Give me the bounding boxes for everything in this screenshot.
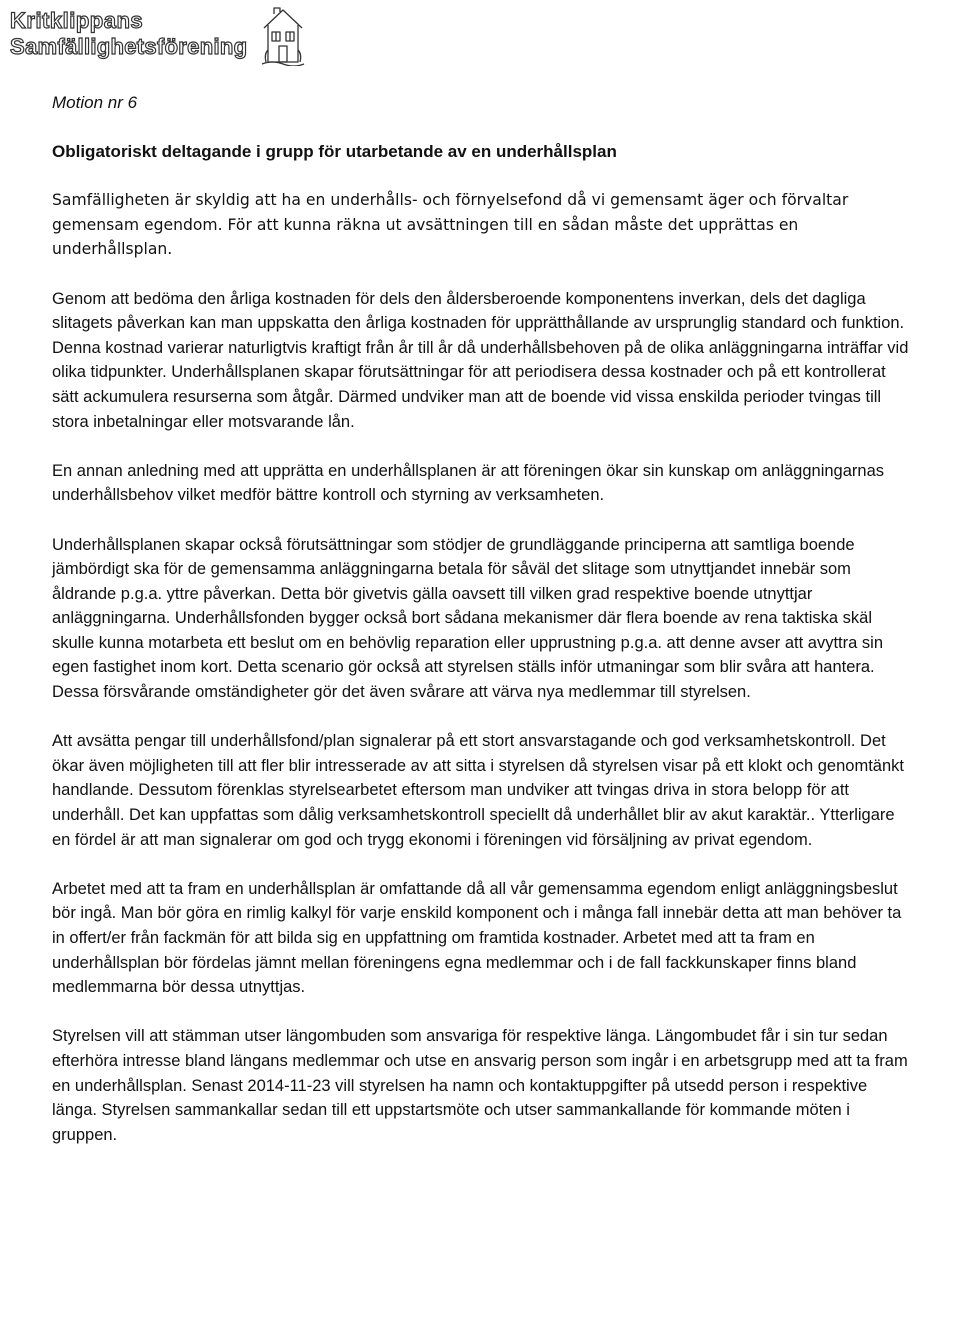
body-paragraph: Att avsätta pengar till underhållsfond/plan signalerar på ett stort ansvarstagande och god verksamhetskontroll. Det ökar även möjligheten till att fler blir intresserade av att sitta i styrelsen då styrelsen visar på ett klokt och genomtänkt handlande. Dessutom förenklas styrelsearbetet eftersom man undviker att tvingas driva in stora belopp för att underhåll. Det kan uppfattas som dålig verksamhetskontroll speciellt då underhållet blir av akut karaktär.. Ytterligare en fördel är att man signalerar om god och trygg ekonomi i föreningen vid försäljning av privat egendom. bbox=[52, 732, 904, 849]
body-paragraph: Styrelsen vill att stämman utser längombuden som ansvariga för respektive länga. Längombudet får i sin tur sedan efterhöra intresse bland längans medlemmar och utse en ansvarig person som ingår i en arbetsgrupp med att ta fram en underhållsplan. Senast 2014-11-23 vill styrelsen ha namn och kontaktuppgifter på utsedd person i respektive länga. Styrelsen sammankallar sedan till ett uppstartsmöte och utser sammankallande för kommande möten i gruppen. bbox=[52, 1027, 908, 1144]
motion-title: Obligatoriskt deltagande i grupp för utarbetande av en underhållsplan bbox=[52, 141, 617, 161]
house-icon bbox=[260, 4, 306, 66]
body-paragraph: Genom att bedöma den årliga kostnaden för dels den åldersberoende komponentens inverkan, dels det dagliga slitagets påverkan kan man uppskatta den årliga kostnaden för upprätthållande av ursprunglig standard och funktion. Denna kostnad varierar naturligtvis kraftigt från år till år då underhållsbehoven på de olika anläggningarna inträffar vid olika tidpunkter. Underhållsplanen skapar förutsättningar för att periodisera dessa kostnader och på ett kontrollerat sätt ackumulera resurserna som åtgår. Därmed undviker man att de boende vid vissa enskilda perioder tvingas till stora inbetalningar eller motsvarande lån. bbox=[52, 289, 909, 431]
body-paragraph: Arbetet med att ta fram en underhållsplan är omfattande då all vår gemensamma egendom enligt anläggningsbeslut bör ingå. Man bör göra en rimlig kalkyl för varje enskild komponent och i många fall innebär detta att man behöver ta in offert/er från fackmän för att bilda sig en uppfattning om framtida kostnader. Arbetet med att ta fram en underhållsplan bör fördelas jämnt mellan föreningens egna medlemmar och i de fall fackkunskaper finns bland medlemmarna bör dessa utnyttjas. bbox=[52, 879, 902, 997]
motion-number: Motion nr 6 bbox=[52, 93, 138, 112]
organization-logo bbox=[8, 4, 318, 68]
motion-document bbox=[52, 91, 912, 1172]
logo-org-name-line2: Samfällighetsförening bbox=[10, 34, 248, 59]
intro-paragraph: Samfälligheten är skyldig att ha en underhålls- och förnyelsefond då vi gemensamt äger och förvaltar gemensam egendom. För att kunna räkna ut avsättningen till en sådan måste det upprättas en underhållsplan. bbox=[52, 191, 849, 259]
body-paragraph: En annan anledning med att upprätta en underhållsplanen är att föreningen ökar sin kunskap om anläggningarnas underhållsbehov vilket medför bättre kontroll och styrning av verksamheten. bbox=[52, 461, 885, 505]
body-paragraph: Underhållsplanen skapar också förutsättningar som stödjer de grundläggande principerna att samtliga boende jämbördigt ska för de gemensamma anläggningarna betala för såväl det slitage som utnyttjandet innebär som åldrande p.g.a. yttre påverkan. Detta bör givetvis gälla oavsett till vilken grad respektive boende utnyttjar anläggningarna. Underhållsfonden bygger också bort sådana mekanismer där flera boende av rena taktiska skäl skulle kunna motarbeta ett beslut om en behövlig reparation eller upprustning p.g.a. att denne avser att avyttra sin egen fastighet inom kort. Detta scenario gör också att styrelsen ställs inför utmaningar som blir svåra att hantera. Dessa försvårande omständigheter gör det även svårare att värva nya medlemmar till styrelsen. bbox=[52, 535, 883, 702]
logo-org-name-line1: Kritklippans bbox=[10, 8, 144, 33]
